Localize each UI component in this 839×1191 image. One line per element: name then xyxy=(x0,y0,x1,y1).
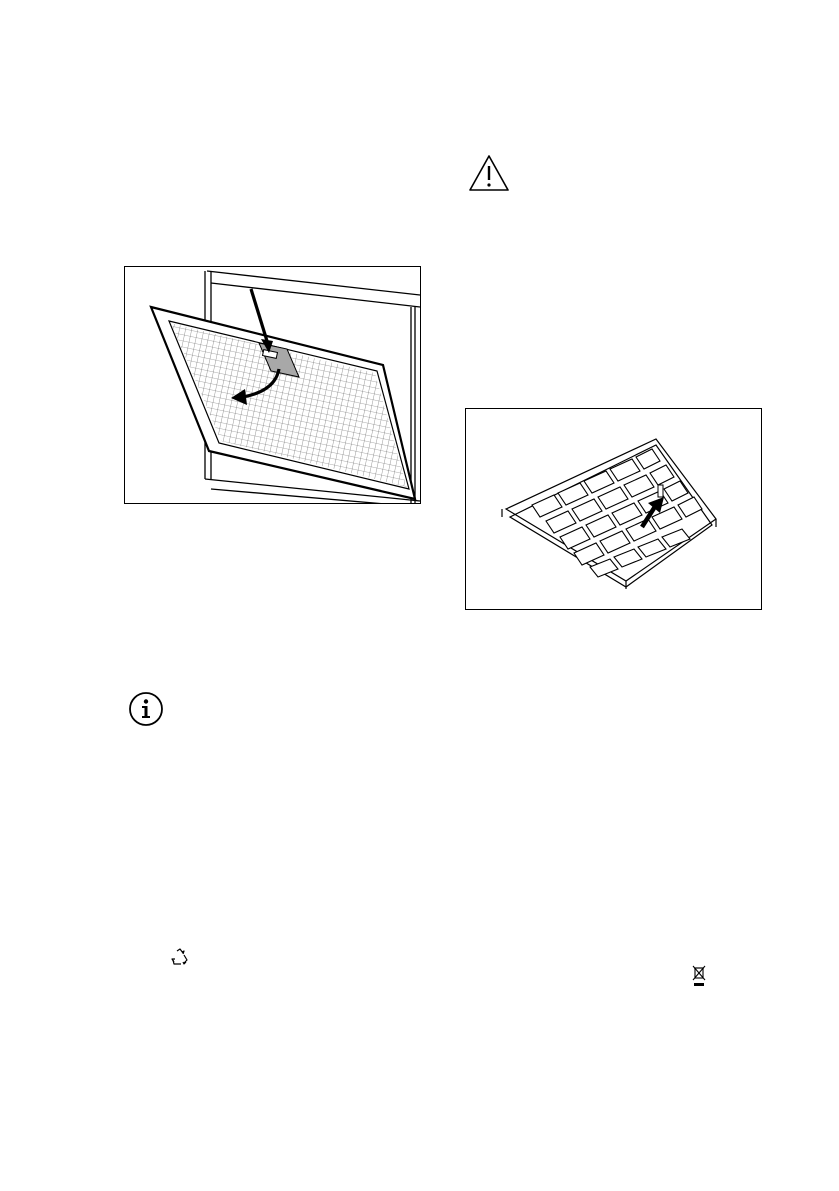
warning-icon xyxy=(468,154,510,192)
carbon-filter-figure xyxy=(465,408,762,610)
info-icon xyxy=(128,691,164,727)
recycle-icon xyxy=(170,947,190,967)
grease-filter-removal-illustration xyxy=(125,267,420,503)
weee-icon xyxy=(692,964,706,988)
carbon-filter-removal-illustration xyxy=(466,409,761,609)
grease-filter-figure xyxy=(124,266,421,504)
